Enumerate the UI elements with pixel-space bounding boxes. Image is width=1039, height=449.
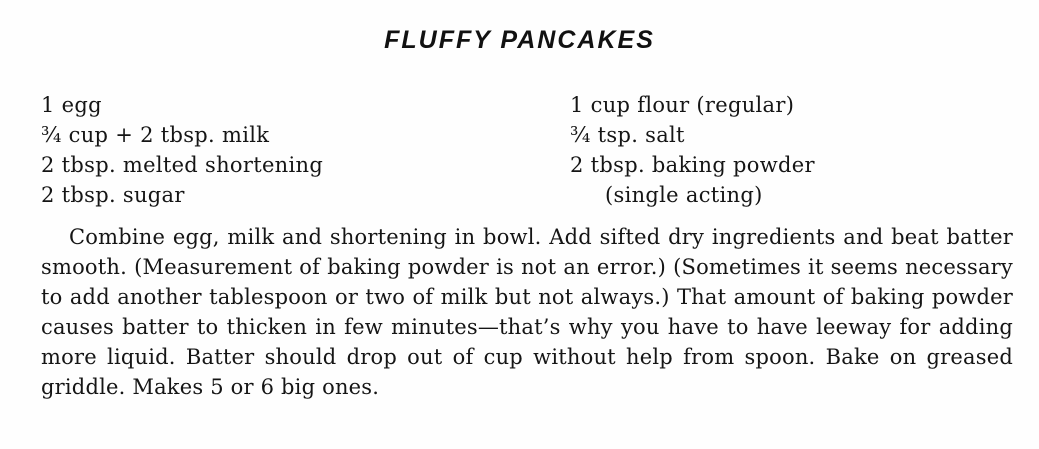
recipe-instructions: Combine egg, milk and shortening in bowl. Add sifted dry ingredients and beat batter smooth. (Measurement of baking powder is not an error.) (Sometimes it seems necessary to add another tablespoon or two of milk but not always.) That amount of baking powder causes batter to thicken in few minutes—that’s why you have to have leeway for adding more liquid. Batter should drop out of cup without help from spoon. Bake on greased griddle. Makes 5 or 6 big ones. bbox=[41, 225, 1013, 399]
ingredient-item: 1 egg bbox=[41, 93, 102, 117]
ingredient-item: 1 cup flour (regular) bbox=[570, 93, 795, 117]
ingredient-item: ¾ tsp. salt bbox=[570, 123, 685, 147]
ingredient-item: 2 tbsp. sugar bbox=[41, 183, 185, 207]
recipe-title: FLUFFY PANCAKES bbox=[384, 26, 655, 54]
ingredient-item: 2 tbsp. melted shortening bbox=[41, 153, 324, 177]
ingredient-item: ¾ cup + 2 tbsp. milk bbox=[41, 123, 270, 147]
ingredient-item: 2 tbsp. baking powder bbox=[570, 153, 815, 177]
ingredient-note: (single acting) bbox=[605, 183, 763, 207]
ingredients-left-column bbox=[41, 90, 323, 210]
ingredients-right-column bbox=[570, 90, 815, 210]
